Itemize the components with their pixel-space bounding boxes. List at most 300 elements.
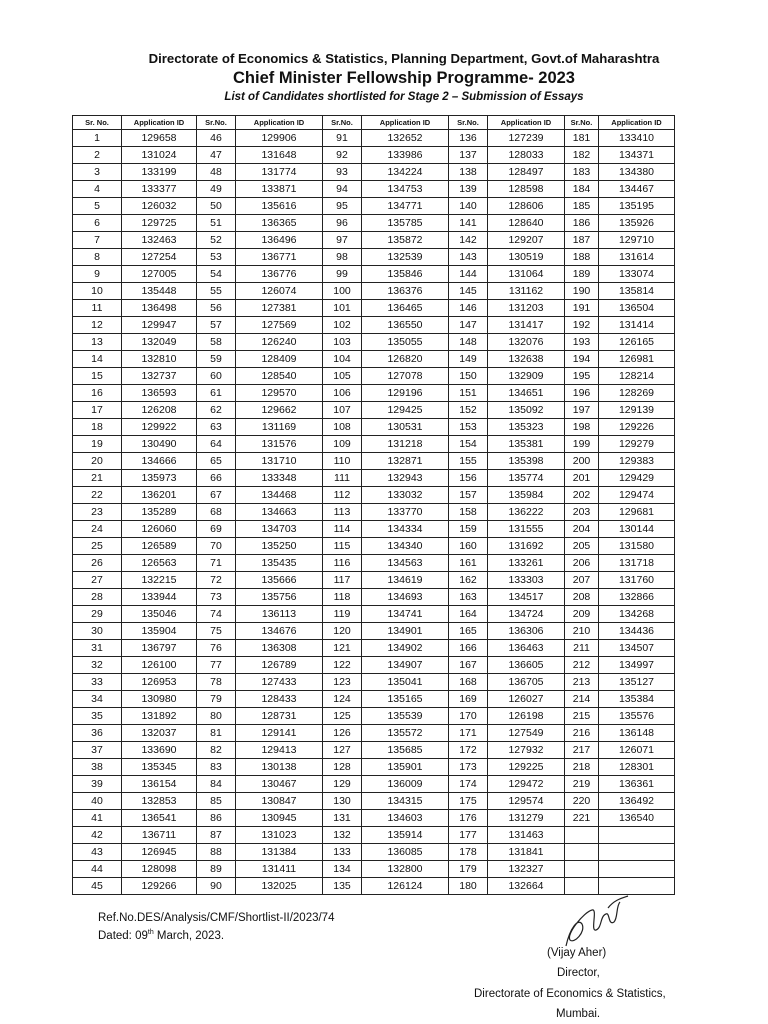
application-id-cell: 134315 xyxy=(362,793,449,810)
serial-number-cell: 12 xyxy=(73,317,122,334)
application-id-cell: 126240 xyxy=(236,334,323,351)
application-id-cell: 129574 xyxy=(488,793,565,810)
application-id-cell: 133377 xyxy=(122,181,197,198)
serial-number-cell: 215 xyxy=(565,708,599,725)
application-id-cell: 136550 xyxy=(362,317,449,334)
table-row xyxy=(73,691,675,708)
application-id-cell: 135904 xyxy=(122,623,197,640)
serial-number-cell: 121 xyxy=(323,640,362,657)
serial-number-cell: 205 xyxy=(565,538,599,555)
application-id-cell: 132737 xyxy=(122,368,197,385)
application-id-cell: 134224 xyxy=(362,164,449,181)
serial-number-cell: 157 xyxy=(449,487,488,504)
serial-number-cell: 39 xyxy=(73,776,122,793)
serial-number-cell: 81 xyxy=(197,725,236,742)
serial-number-cell: 142 xyxy=(449,232,488,249)
application-id-cell: 136308 xyxy=(236,640,323,657)
table-row xyxy=(73,844,675,861)
serial-number-cell: 123 xyxy=(323,674,362,691)
application-id-cell: 135572 xyxy=(362,725,449,742)
serial-number-cell: 75 xyxy=(197,623,236,640)
serial-number-cell: 100 xyxy=(323,283,362,300)
serial-number-cell: 208 xyxy=(565,589,599,606)
application-id-cell: 135046 xyxy=(122,606,197,623)
column-header: Application ID xyxy=(122,116,197,130)
application-id-cell: 131692 xyxy=(488,538,565,555)
serial-number-cell: 9 xyxy=(73,266,122,283)
application-id-cell: 136365 xyxy=(236,215,323,232)
application-id-cell: 132539 xyxy=(362,249,449,266)
table-row xyxy=(73,538,675,555)
table-row xyxy=(73,640,675,657)
serial-number-cell: 90 xyxy=(197,878,236,895)
application-id-cell: 131414 xyxy=(599,317,675,334)
serial-number-cell: 220 xyxy=(565,793,599,810)
serial-number-cell: 131 xyxy=(323,810,362,827)
application-id-cell: 132943 xyxy=(362,470,449,487)
application-id-cell: 126981 xyxy=(599,351,675,368)
application-id-cell: 131279 xyxy=(488,810,565,827)
application-id-cell: 129383 xyxy=(599,453,675,470)
serial-number-cell: 201 xyxy=(565,470,599,487)
application-id-cell: 132049 xyxy=(122,334,197,351)
serial-number-cell: 144 xyxy=(449,266,488,283)
serial-number-cell: 24 xyxy=(73,521,122,538)
table-row xyxy=(73,147,675,164)
application-id-cell: 134666 xyxy=(122,453,197,470)
application-id-cell: 127932 xyxy=(488,742,565,759)
serial-number-cell: 33 xyxy=(73,674,122,691)
serial-number-cell: 169 xyxy=(449,691,488,708)
application-id-cell: 131555 xyxy=(488,521,565,538)
serial-number-cell: 116 xyxy=(323,555,362,572)
application-id-cell: 131417 xyxy=(488,317,565,334)
serial-number-cell: 184 xyxy=(565,181,599,198)
application-id-cell: 135846 xyxy=(362,266,449,283)
application-id-cell: 129141 xyxy=(236,725,323,742)
serial-number-cell: 69 xyxy=(197,521,236,538)
application-id-cell: 132638 xyxy=(488,351,565,368)
application-id-cell: 132215 xyxy=(122,572,197,589)
table-row xyxy=(73,453,675,470)
serial-number-cell: 87 xyxy=(197,827,236,844)
serial-number-cell: 149 xyxy=(449,351,488,368)
serial-number-cell: 196 xyxy=(565,385,599,402)
serial-number-cell: 168 xyxy=(449,674,488,691)
application-id-cell: 135685 xyxy=(362,742,449,759)
application-id-cell: 128606 xyxy=(488,198,565,215)
serial-number-cell: 41 xyxy=(73,810,122,827)
application-id-cell: 129207 xyxy=(488,232,565,249)
serial-number-cell xyxy=(565,861,599,878)
application-id-cell: 135398 xyxy=(488,453,565,470)
application-id-cell: 136306 xyxy=(488,623,565,640)
application-id-cell: 130467 xyxy=(236,776,323,793)
application-id-cell: 127239 xyxy=(488,130,565,147)
serial-number-cell: 89 xyxy=(197,861,236,878)
serial-number-cell: 80 xyxy=(197,708,236,725)
application-id-cell: 134651 xyxy=(488,385,565,402)
serial-number-cell: 179 xyxy=(449,861,488,878)
serial-number-cell: 76 xyxy=(197,640,236,657)
serial-number-cell: 65 xyxy=(197,453,236,470)
table-row xyxy=(73,521,675,538)
serial-number-cell: 177 xyxy=(449,827,488,844)
application-id-cell: 127549 xyxy=(488,725,565,742)
table-row xyxy=(73,266,675,283)
application-id-cell: 136541 xyxy=(122,810,197,827)
application-id-cell: 134724 xyxy=(488,606,565,623)
serial-number-cell: 120 xyxy=(323,623,362,640)
serial-number-cell: 156 xyxy=(449,470,488,487)
serial-number-cell: 55 xyxy=(197,283,236,300)
table-row xyxy=(73,232,675,249)
table-row xyxy=(73,351,675,368)
serial-number-cell: 104 xyxy=(323,351,362,368)
application-id-cell: 134436 xyxy=(599,623,675,640)
application-id-cell: 131718 xyxy=(599,555,675,572)
header-list-title: List of Candidates shortlisted for Stage 2 – Submission of Essays xyxy=(224,91,584,103)
table-row xyxy=(73,674,675,691)
application-id-cell xyxy=(599,827,675,844)
application-id-cell: 131024 xyxy=(122,147,197,164)
application-id-cell: 135323 xyxy=(488,419,565,436)
application-id-cell: 126820 xyxy=(362,351,449,368)
serial-number-cell: 109 xyxy=(323,436,362,453)
application-id-cell: 135901 xyxy=(362,759,449,776)
application-id-cell: 135785 xyxy=(362,215,449,232)
serial-number-cell: 108 xyxy=(323,419,362,436)
application-id-cell: 135539 xyxy=(362,708,449,725)
application-id-cell: 129139 xyxy=(599,402,675,419)
signatory-city: Mumbai. xyxy=(556,1008,601,1020)
application-id-cell: 132909 xyxy=(488,368,565,385)
serial-number-cell: 99 xyxy=(323,266,362,283)
column-header: Application ID xyxy=(488,116,565,130)
serial-number-cell: 173 xyxy=(449,759,488,776)
signatory-title: Director, xyxy=(557,967,600,979)
serial-number-cell: 147 xyxy=(449,317,488,334)
serial-number-cell: 154 xyxy=(449,436,488,453)
serial-number-cell xyxy=(565,844,599,861)
serial-number-cell: 172 xyxy=(449,742,488,759)
serial-number-cell: 111 xyxy=(323,470,362,487)
application-id-cell: 135984 xyxy=(488,487,565,504)
application-id-cell: 130138 xyxy=(236,759,323,776)
serial-number-cell: 38 xyxy=(73,759,122,776)
serial-number-cell: 202 xyxy=(565,487,599,504)
serial-number-cell: 138 xyxy=(449,164,488,181)
application-id-cell: 127254 xyxy=(122,249,197,266)
serial-number-cell: 119 xyxy=(323,606,362,623)
serial-number-cell: 107 xyxy=(323,402,362,419)
serial-number-cell: 17 xyxy=(73,402,122,419)
serial-number-cell: 171 xyxy=(449,725,488,742)
application-id-cell: 126074 xyxy=(236,283,323,300)
application-id-cell: 130980 xyxy=(122,691,197,708)
table-row xyxy=(73,164,675,181)
application-id-cell: 135195 xyxy=(599,198,675,215)
serial-number-cell: 30 xyxy=(73,623,122,640)
table-row xyxy=(73,181,675,198)
application-id-cell: 136593 xyxy=(122,385,197,402)
application-id-cell: 128497 xyxy=(488,164,565,181)
application-id-cell: 130847 xyxy=(236,793,323,810)
application-id-cell: 134693 xyxy=(362,589,449,606)
application-id-cell: 136540 xyxy=(599,810,675,827)
date-prefix: Dated: 09 xyxy=(98,929,148,942)
serial-number-cell: 82 xyxy=(197,742,236,759)
serial-number-cell: 190 xyxy=(565,283,599,300)
serial-number-cell: 68 xyxy=(197,504,236,521)
application-id-cell: 133348 xyxy=(236,470,323,487)
application-id-cell: 131774 xyxy=(236,164,323,181)
serial-number-cell: 35 xyxy=(73,708,122,725)
application-id-cell: 134771 xyxy=(362,198,449,215)
serial-number-cell: 4 xyxy=(73,181,122,198)
application-id-cell: 134507 xyxy=(599,640,675,657)
serial-number-cell: 192 xyxy=(565,317,599,334)
application-id-cell: 129429 xyxy=(599,470,675,487)
application-id-cell: 132652 xyxy=(362,130,449,147)
application-id-cell: 136009 xyxy=(362,776,449,793)
serial-number-cell: 102 xyxy=(323,317,362,334)
serial-number-cell: 57 xyxy=(197,317,236,334)
table-row xyxy=(73,623,675,640)
serial-number-cell: 73 xyxy=(197,589,236,606)
table-row xyxy=(73,368,675,385)
serial-number-cell: 85 xyxy=(197,793,236,810)
serial-number-cell: 163 xyxy=(449,589,488,606)
serial-number-cell: 211 xyxy=(565,640,599,657)
application-id-cell: 131023 xyxy=(236,827,323,844)
application-id-cell: 131169 xyxy=(236,419,323,436)
application-id-cell: 131648 xyxy=(236,147,323,164)
shortlist-table xyxy=(72,115,675,895)
serial-number-cell: 146 xyxy=(449,300,488,317)
serial-number-cell: 26 xyxy=(73,555,122,572)
table-body xyxy=(73,130,675,895)
application-id-cell: 126027 xyxy=(488,691,565,708)
application-id-cell: 134703 xyxy=(236,521,323,538)
application-id-cell: 126789 xyxy=(236,657,323,674)
serial-number-cell: 113 xyxy=(323,504,362,521)
application-id-cell: 132463 xyxy=(122,232,197,249)
application-id-cell: 126208 xyxy=(122,402,197,419)
serial-number-cell: 182 xyxy=(565,147,599,164)
serial-number-cell: 86 xyxy=(197,810,236,827)
application-id-cell: 132853 xyxy=(122,793,197,810)
serial-number-cell: 14 xyxy=(73,351,122,368)
serial-number-cell: 22 xyxy=(73,487,122,504)
application-id-cell: 126071 xyxy=(599,742,675,759)
application-id-cell: 136498 xyxy=(122,300,197,317)
table-row xyxy=(73,861,675,878)
serial-number-cell: 166 xyxy=(449,640,488,657)
application-id-cell: 131064 xyxy=(488,266,565,283)
serial-number-cell: 43 xyxy=(73,844,122,861)
serial-number-cell: 170 xyxy=(449,708,488,725)
table-row xyxy=(73,725,675,742)
column-header: Sr.No. xyxy=(565,116,599,130)
table-row xyxy=(73,283,675,300)
application-id-cell: 136771 xyxy=(236,249,323,266)
application-id-cell: 128540 xyxy=(236,368,323,385)
serial-number-cell: 143 xyxy=(449,249,488,266)
serial-number-cell: 34 xyxy=(73,691,122,708)
signatory-name: (Vijay Aher) xyxy=(547,947,607,959)
application-id-cell: 135289 xyxy=(122,504,197,521)
table-row xyxy=(73,317,675,334)
table-row xyxy=(73,589,675,606)
column-header: Application ID xyxy=(362,116,449,130)
application-id-cell: 134340 xyxy=(362,538,449,555)
table-row xyxy=(73,249,675,266)
application-id-cell: 132871 xyxy=(362,453,449,470)
application-id-cell: 134663 xyxy=(236,504,323,521)
serial-number-cell: 23 xyxy=(73,504,122,521)
serial-number-cell: 21 xyxy=(73,470,122,487)
serial-number-cell: 180 xyxy=(449,878,488,895)
application-id-cell: 128214 xyxy=(599,368,675,385)
serial-number-cell: 122 xyxy=(323,657,362,674)
application-id-cell: 136361 xyxy=(599,776,675,793)
serial-number-cell: 141 xyxy=(449,215,488,232)
application-id-cell: 136148 xyxy=(599,725,675,742)
application-id-cell: 134563 xyxy=(362,555,449,572)
serial-number-cell: 148 xyxy=(449,334,488,351)
application-id-cell: 126100 xyxy=(122,657,197,674)
application-id-cell: 134619 xyxy=(362,572,449,589)
application-id-cell: 136113 xyxy=(236,606,323,623)
table-row xyxy=(73,555,675,572)
application-id-cell: 128409 xyxy=(236,351,323,368)
serial-number-cell: 124 xyxy=(323,691,362,708)
serial-number-cell: 74 xyxy=(197,606,236,623)
application-id-cell: 129906 xyxy=(236,130,323,147)
application-id-cell: 129662 xyxy=(236,402,323,419)
application-id-cell: 129266 xyxy=(122,878,197,895)
application-id-cell: 133303 xyxy=(488,572,565,589)
serial-number-cell: 117 xyxy=(323,572,362,589)
application-id-cell: 133199 xyxy=(122,164,197,181)
serial-number-cell: 204 xyxy=(565,521,599,538)
serial-number-cell: 5 xyxy=(73,198,122,215)
application-id-cell: 133690 xyxy=(122,742,197,759)
serial-number-cell: 209 xyxy=(565,606,599,623)
column-header: Sr. No. xyxy=(73,116,122,130)
serial-number-cell: 153 xyxy=(449,419,488,436)
serial-number-cell: 13 xyxy=(73,334,122,351)
serial-number-cell: 186 xyxy=(565,215,599,232)
application-id-cell: 135041 xyxy=(362,674,449,691)
header-department: Directorate of Economics & Statistics, Planning Department, Govt.of Maharashtra xyxy=(148,51,660,66)
serial-number-cell: 91 xyxy=(323,130,362,147)
application-id-cell: 129196 xyxy=(362,385,449,402)
serial-number-cell: 62 xyxy=(197,402,236,419)
application-id-cell: 131614 xyxy=(599,249,675,266)
serial-number-cell: 118 xyxy=(323,589,362,606)
serial-number-cell: 20 xyxy=(73,453,122,470)
application-id-cell: 127433 xyxy=(236,674,323,691)
serial-number-cell: 187 xyxy=(565,232,599,249)
table-row xyxy=(73,827,675,844)
table-row xyxy=(73,215,675,232)
serial-number-cell: 151 xyxy=(449,385,488,402)
application-id-cell: 131580 xyxy=(599,538,675,555)
application-id-cell: 135127 xyxy=(599,674,675,691)
serial-number-cell: 198 xyxy=(565,419,599,436)
serial-number-cell: 101 xyxy=(323,300,362,317)
serial-number-cell: 188 xyxy=(565,249,599,266)
application-id-cell: 135576 xyxy=(599,708,675,725)
serial-number-cell: 71 xyxy=(197,555,236,572)
serial-number-cell: 197 xyxy=(565,402,599,419)
column-header: Application ID xyxy=(236,116,323,130)
serial-number-cell: 114 xyxy=(323,521,362,538)
application-id-cell xyxy=(599,844,675,861)
table-row xyxy=(73,793,675,810)
application-id-cell: 127078 xyxy=(362,368,449,385)
serial-number-cell: 217 xyxy=(565,742,599,759)
application-id-cell: 136463 xyxy=(488,640,565,657)
serial-number-cell: 52 xyxy=(197,232,236,249)
application-id-cell: 129947 xyxy=(122,317,197,334)
serial-number-cell: 203 xyxy=(565,504,599,521)
application-id-cell: 134468 xyxy=(236,487,323,504)
serial-number-cell: 164 xyxy=(449,606,488,623)
application-id-cell: 136705 xyxy=(488,674,565,691)
application-id-cell: 129226 xyxy=(599,419,675,436)
column-header: Sr.No. xyxy=(323,116,362,130)
application-id-cell: 127381 xyxy=(236,300,323,317)
application-id-cell: 128301 xyxy=(599,759,675,776)
application-id-cell: 131841 xyxy=(488,844,565,861)
application-id-cell: 132800 xyxy=(362,861,449,878)
serial-number-cell: 137 xyxy=(449,147,488,164)
application-id-cell: 136605 xyxy=(488,657,565,674)
application-id-cell: 136711 xyxy=(122,827,197,844)
serial-number-cell: 84 xyxy=(197,776,236,793)
application-id-cell: 131384 xyxy=(236,844,323,861)
application-id-cell: 134603 xyxy=(362,810,449,827)
serial-number-cell: 15 xyxy=(73,368,122,385)
serial-number-cell: 103 xyxy=(323,334,362,351)
application-id-cell: 136496 xyxy=(236,232,323,249)
table-row xyxy=(73,606,675,623)
application-id-cell: 132025 xyxy=(236,878,323,895)
table-row xyxy=(73,572,675,589)
serial-number-cell: 193 xyxy=(565,334,599,351)
application-id-cell: 136201 xyxy=(122,487,197,504)
serial-number-cell: 51 xyxy=(197,215,236,232)
application-id-cell: 128033 xyxy=(488,147,565,164)
serial-number-cell: 150 xyxy=(449,368,488,385)
serial-number-cell: 18 xyxy=(73,419,122,436)
serial-number-cell: 165 xyxy=(449,623,488,640)
serial-number-cell: 37 xyxy=(73,742,122,759)
application-id-cell: 132866 xyxy=(599,589,675,606)
serial-number-cell: 174 xyxy=(449,776,488,793)
application-id-cell: 131760 xyxy=(599,572,675,589)
serial-number-cell: 92 xyxy=(323,147,362,164)
application-id-cell: 126198 xyxy=(488,708,565,725)
application-id-cell: 126589 xyxy=(122,538,197,555)
application-id-cell: 127569 xyxy=(236,317,323,334)
application-id-cell: 131576 xyxy=(236,436,323,453)
serial-number-cell: 115 xyxy=(323,538,362,555)
serial-number-cell: 83 xyxy=(197,759,236,776)
